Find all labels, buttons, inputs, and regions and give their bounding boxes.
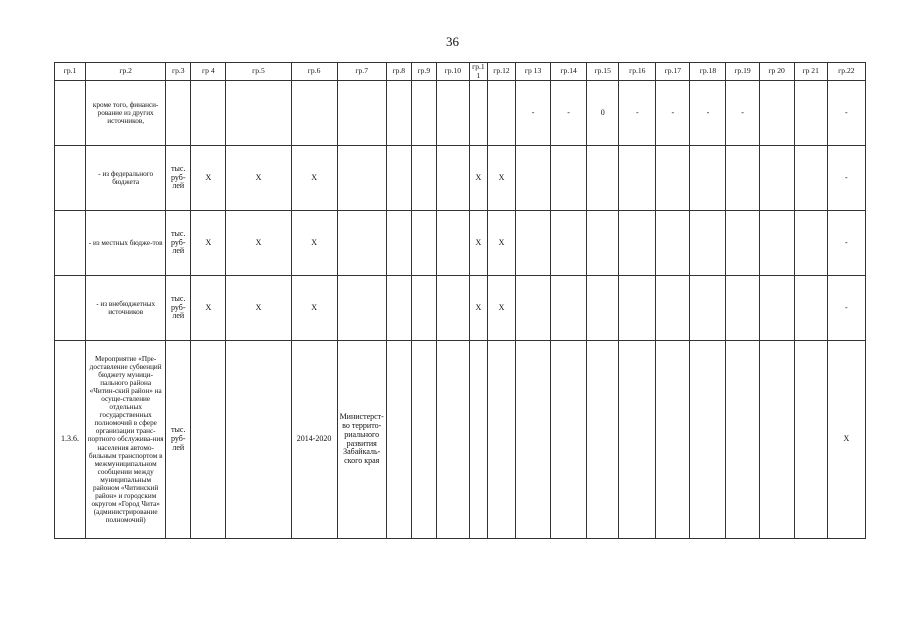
- table-cell: X: [291, 146, 337, 211]
- table-cell: [516, 341, 551, 539]
- page-number: 36: [446, 34, 459, 49]
- table-cell: [794, 146, 827, 211]
- table-cell: [516, 276, 551, 341]
- table-cell: [436, 341, 469, 539]
- table-cell: [619, 146, 656, 211]
- table-cell: [656, 341, 690, 539]
- table-cell: X: [487, 276, 515, 341]
- header-cell: гр 4: [191, 63, 226, 81]
- table-cell: тыс. руб-лей: [166, 211, 191, 276]
- header-cell: гр.2: [86, 63, 166, 81]
- table-cell: [759, 211, 794, 276]
- header-cell: гр.19: [726, 63, 759, 81]
- table-cell: [411, 81, 436, 146]
- table-cell: Министерст-во террито-риального развития Забайкаль-ского края: [337, 341, 386, 539]
- table-cell: [690, 211, 726, 276]
- table-row: [55, 211, 866, 276]
- table-cell: [226, 341, 291, 539]
- table-cell: [794, 276, 827, 341]
- table-cell: [436, 81, 469, 146]
- table-cell: [619, 211, 656, 276]
- table-cell: [55, 81, 86, 146]
- table-cell: [551, 211, 587, 276]
- header-cell: гр.3: [166, 63, 191, 81]
- table-cell: [551, 276, 587, 341]
- table-cell: [619, 341, 656, 539]
- table-cell: [690, 341, 726, 539]
- header-cell: гр.1: [55, 63, 86, 81]
- table-cell: -: [827, 211, 865, 276]
- header-row: [55, 63, 866, 81]
- table-cell: [587, 276, 619, 341]
- header-cell: гр.6: [291, 63, 337, 81]
- table-cell: -: [690, 81, 726, 146]
- table-cell: [436, 276, 469, 341]
- table-cell: X: [226, 146, 291, 211]
- table-row: [55, 146, 866, 211]
- table-cell: [656, 276, 690, 341]
- table-cell: [55, 146, 86, 211]
- table-cell: [794, 81, 827, 146]
- table-cell: -: [827, 81, 865, 146]
- table-cell: X: [827, 341, 865, 539]
- table-cell: [191, 341, 226, 539]
- table-cell: X: [191, 146, 226, 211]
- table-cell: [587, 341, 619, 539]
- table-cell: [551, 146, 587, 211]
- table-cell: [487, 341, 515, 539]
- table-cell: X: [226, 211, 291, 276]
- table-cell: [794, 211, 827, 276]
- data-table: [54, 62, 866, 539]
- table-cell: [386, 211, 411, 276]
- table-cell: X: [469, 276, 487, 341]
- header-cell: гр.18: [690, 63, 726, 81]
- table-cell: [587, 211, 619, 276]
- table-cell: [726, 146, 759, 211]
- table-cell: [759, 341, 794, 539]
- table-cell: 0: [587, 81, 619, 146]
- table-cell: [386, 81, 411, 146]
- table-cell: тыс. руб-лей: [166, 341, 191, 539]
- table-cell: - из местных бюдже-тов: [86, 211, 166, 276]
- table-cell: - из внебюджетных источников: [86, 276, 166, 341]
- table-cell: тыс. руб-лей: [166, 276, 191, 341]
- header-cell: гр 13: [516, 63, 551, 81]
- header-cell: гр.17: [656, 63, 690, 81]
- table-cell: -: [827, 276, 865, 341]
- header-cell: гр.11: [469, 63, 487, 81]
- table-cell: тыс. руб-лей: [166, 146, 191, 211]
- table-cell: X: [291, 276, 337, 341]
- table-cell: X: [191, 276, 226, 341]
- table-row: [55, 276, 866, 341]
- table-cell: [386, 146, 411, 211]
- table-cell: [587, 146, 619, 211]
- table-cell: [386, 276, 411, 341]
- table-cell: [386, 341, 411, 539]
- table-cell: [55, 276, 86, 341]
- table-cell: [487, 81, 515, 146]
- table-cell: [337, 211, 386, 276]
- table-cell: 2014-2020: [291, 341, 337, 539]
- table-cell: [759, 146, 794, 211]
- table-cell: [726, 211, 759, 276]
- table-cell: кроме того, финанси-рование из других источников,: [86, 81, 166, 146]
- table-cell: X: [469, 146, 487, 211]
- header-cell: гр.12: [487, 63, 515, 81]
- header-cell: гр.14: [551, 63, 587, 81]
- table-cell: [166, 81, 191, 146]
- header-cell: гр 20: [759, 63, 794, 81]
- table-cell: [411, 341, 436, 539]
- table-row: [55, 81, 866, 146]
- table-cell: [690, 146, 726, 211]
- table-cell: [656, 211, 690, 276]
- table-cell: [726, 341, 759, 539]
- table-cell: X: [487, 146, 515, 211]
- header-cell: гр.5: [226, 63, 291, 81]
- header-cell: гр.9: [411, 63, 436, 81]
- table-cell: [759, 276, 794, 341]
- table-cell: X: [191, 211, 226, 276]
- table-cell: [656, 146, 690, 211]
- table-cell: [516, 211, 551, 276]
- table-cell: [726, 276, 759, 341]
- table-cell: -: [619, 81, 656, 146]
- table-cell: [337, 81, 386, 146]
- table-cell: [469, 81, 487, 146]
- table-cell: [759, 81, 794, 146]
- header-cell: гр.7: [337, 63, 386, 81]
- table-cell: [619, 276, 656, 341]
- table-cell: -: [656, 81, 690, 146]
- table-cell: [191, 81, 226, 146]
- table-cell: [436, 146, 469, 211]
- table-cell: [469, 341, 487, 539]
- table-cell: [226, 81, 291, 146]
- table-cell: [55, 211, 86, 276]
- table-cell: X: [487, 211, 515, 276]
- header-cell: гр.22: [827, 63, 865, 81]
- table-cell: [291, 81, 337, 146]
- table-cell: 1.3.6.: [55, 341, 86, 539]
- header-cell: гр.15: [587, 63, 619, 81]
- table-cell: [690, 276, 726, 341]
- table-cell: X: [469, 211, 487, 276]
- table-cell: [337, 146, 386, 211]
- table-cell: [337, 276, 386, 341]
- table-row: [55, 341, 866, 539]
- table-cell: [411, 211, 436, 276]
- table-cell: [516, 146, 551, 211]
- table-cell: [411, 146, 436, 211]
- table-cell: Мероприятие «Пре-доставление субвенций бюджету муници-пального района «Читин-ский район» на осуще-ствление отдельных государственных полномочий в сфере организации транс-портного обслужива-ния населения автомо-бильным транспортом в межмуниципальном сообщении между муниципальным районом «Читинский район» и городским округом «Город Чита» (администрирование полномочий): [86, 341, 166, 539]
- header-cell: гр.16: [619, 63, 656, 81]
- table-cell: -: [827, 146, 865, 211]
- table-cell: -: [726, 81, 759, 146]
- table-cell: [411, 276, 436, 341]
- header-cell: гр.8: [386, 63, 411, 81]
- table-cell: [551, 341, 587, 539]
- table-cell: [436, 211, 469, 276]
- table-cell: X: [226, 276, 291, 341]
- table-cell: -: [516, 81, 551, 146]
- table-cell: [794, 341, 827, 539]
- header-cell: гр 21: [794, 63, 827, 81]
- table-cell: X: [291, 211, 337, 276]
- header-cell: гр.10: [436, 63, 469, 81]
- table-cell: - из федерального бюджета: [86, 146, 166, 211]
- table-cell: -: [551, 81, 587, 146]
